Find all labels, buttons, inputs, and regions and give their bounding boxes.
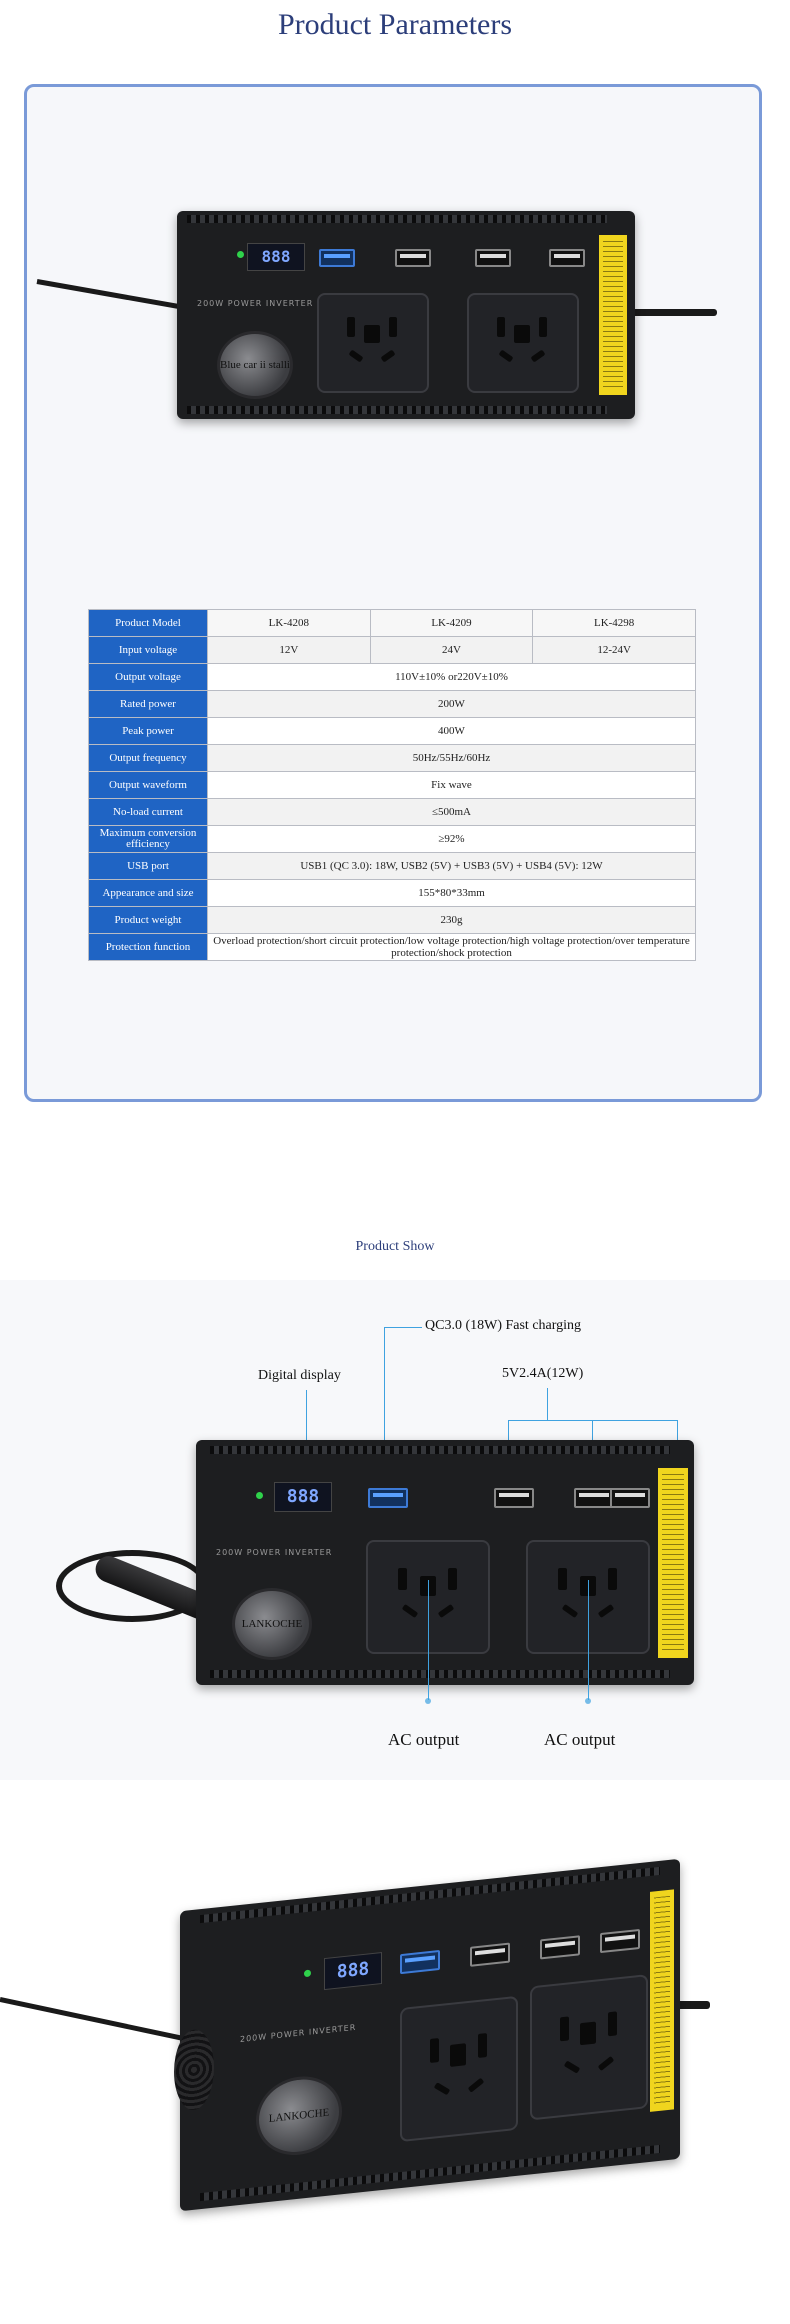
table-row (89, 880, 696, 907)
ac-socket-right (530, 1974, 648, 2120)
warning-label (599, 235, 627, 395)
model-cell: LK-4208 (208, 610, 371, 637)
value-cell: ≥92% (208, 826, 696, 853)
callout-line (547, 1388, 548, 1420)
callout-line (588, 1580, 589, 1700)
row-label: USB port (89, 853, 208, 880)
power-cable-right (627, 309, 717, 316)
row-label: No-load current (89, 799, 208, 826)
vent-top (187, 215, 607, 223)
section-title-product-parameters: Product Parameters (277, 8, 513, 41)
cigarette-lighter-socket: LANKOCHE (256, 2072, 342, 2159)
model-label: 200W POWER INVERTER (197, 299, 314, 308)
digital-display: 888 (247, 243, 305, 271)
digital-display-callout: Digital display (258, 1368, 341, 1383)
usb-port-2 (494, 1488, 534, 1508)
table-row (89, 718, 696, 745)
warning-label (650, 1889, 674, 2112)
value-cell: USB1 (QC 3.0): 18W, USB2 (5V) + USB3 (5V) + USB4 (5V): 12W (208, 853, 696, 880)
row-label: Output waveform (89, 772, 208, 799)
value-cell: 230g (208, 907, 696, 934)
value-cell: Overload protection/short circuit protection/low voltage protection/high voltage protection/over temperature protection/shock protection (208, 934, 696, 961)
usb-port-2 (470, 1943, 510, 1967)
row-label: Input voltage (89, 637, 208, 664)
vent-bottom (210, 1670, 670, 1678)
section-title-product-show: Product Show (355, 1239, 435, 1254)
usb-port-4 (549, 249, 585, 267)
inverter-body (196, 1440, 694, 1685)
table-row (89, 853, 696, 880)
row-label: Maximum conversion efficiency (89, 826, 208, 853)
vent-top (210, 1446, 670, 1454)
ac-output-callout-left: AC output (388, 1730, 460, 1749)
table-row (89, 826, 696, 853)
callout-line (428, 1580, 429, 1700)
value-cell: 50Hz/55Hz/60Hz (208, 745, 696, 772)
table-row (89, 799, 696, 826)
inverter-body (180, 1859, 680, 2212)
table-row (89, 610, 696, 637)
table-row (89, 772, 696, 799)
model-label: 200W POWER INVERTER (216, 1548, 333, 1557)
power-led-icon (256, 1492, 263, 1499)
ac-socket-right (467, 293, 579, 393)
row-label: Rated power (89, 691, 208, 718)
row-label: Appearance and size (89, 880, 208, 907)
row-label: Product weight (89, 907, 208, 934)
product-image-angled (0, 1805, 790, 2324)
value-cell: 24V (370, 637, 533, 664)
model-label: 200W POWER INVERTER (240, 2022, 357, 2044)
usb-port-4 (610, 1488, 650, 1508)
value-cell: 12-24V (533, 637, 696, 664)
callout-dot (425, 1698, 431, 1704)
vent-bottom (200, 2145, 660, 2201)
cigarette-lighter-socket: Blue car ii stalli (217, 331, 293, 399)
usb-port-2 (395, 249, 431, 267)
value-cell: 400W (208, 718, 696, 745)
ac-output-callout-right: AC output (544, 1730, 616, 1749)
value-cell: 200W (208, 691, 696, 718)
value-cell: 12V (208, 637, 371, 664)
usb-port-3 (475, 249, 511, 267)
ac-socket-left (317, 293, 429, 393)
power-led-icon (237, 251, 244, 258)
value-cell: ≤500mA (208, 799, 696, 826)
row-label: Output voltage (89, 664, 208, 691)
spec-table (88, 609, 696, 961)
table-row (89, 745, 696, 772)
row-label: Protection function (89, 934, 208, 961)
vent-top (200, 1867, 660, 1923)
value-cell: Fix wave (208, 772, 696, 799)
row-label: Product Model (89, 610, 208, 637)
table-row (89, 637, 696, 664)
usb-qc-port (319, 249, 355, 267)
ac-socket-left (400, 1996, 518, 2142)
qc-fast-charging-callout: QC3.0 (18W) Fast charging (425, 1318, 582, 1333)
power-cable (0, 1997, 196, 2043)
table-row (89, 691, 696, 718)
power-led-icon (304, 1970, 311, 1978)
table-row (89, 664, 696, 691)
model-cell: LK-4298 (533, 610, 696, 637)
digital-display: 888 (324, 1952, 382, 1990)
fan-grille (174, 2028, 214, 2112)
row-label: Output frequency (89, 745, 208, 772)
cigarette-lighter-socket: LANKOCHE (232, 1588, 312, 1660)
callout-dot (585, 1698, 591, 1704)
product-show-image (0, 1280, 790, 1780)
row-label: Peak power (89, 718, 208, 745)
usb-port-3 (574, 1488, 614, 1508)
table-row (89, 934, 696, 961)
callout-line (508, 1420, 678, 1421)
digital-display: 888 (274, 1482, 332, 1512)
value-cell: 110V±10% or220V±10% (208, 664, 696, 691)
usb-qc-port (400, 1950, 440, 1974)
usb-port-3 (540, 1935, 580, 1959)
warning-label (658, 1468, 688, 1658)
usb-qc-port (368, 1488, 408, 1508)
callout-line (384, 1327, 422, 1328)
usb-port-4 (600, 1929, 640, 1953)
vent-bottom (187, 406, 607, 414)
usb-output-callout: 5V2.4A(12W) (502, 1366, 584, 1381)
table-row (89, 907, 696, 934)
inverter-body (177, 211, 635, 419)
value-cell: 155*80*33mm (208, 880, 696, 907)
model-cell: LK-4209 (370, 610, 533, 637)
